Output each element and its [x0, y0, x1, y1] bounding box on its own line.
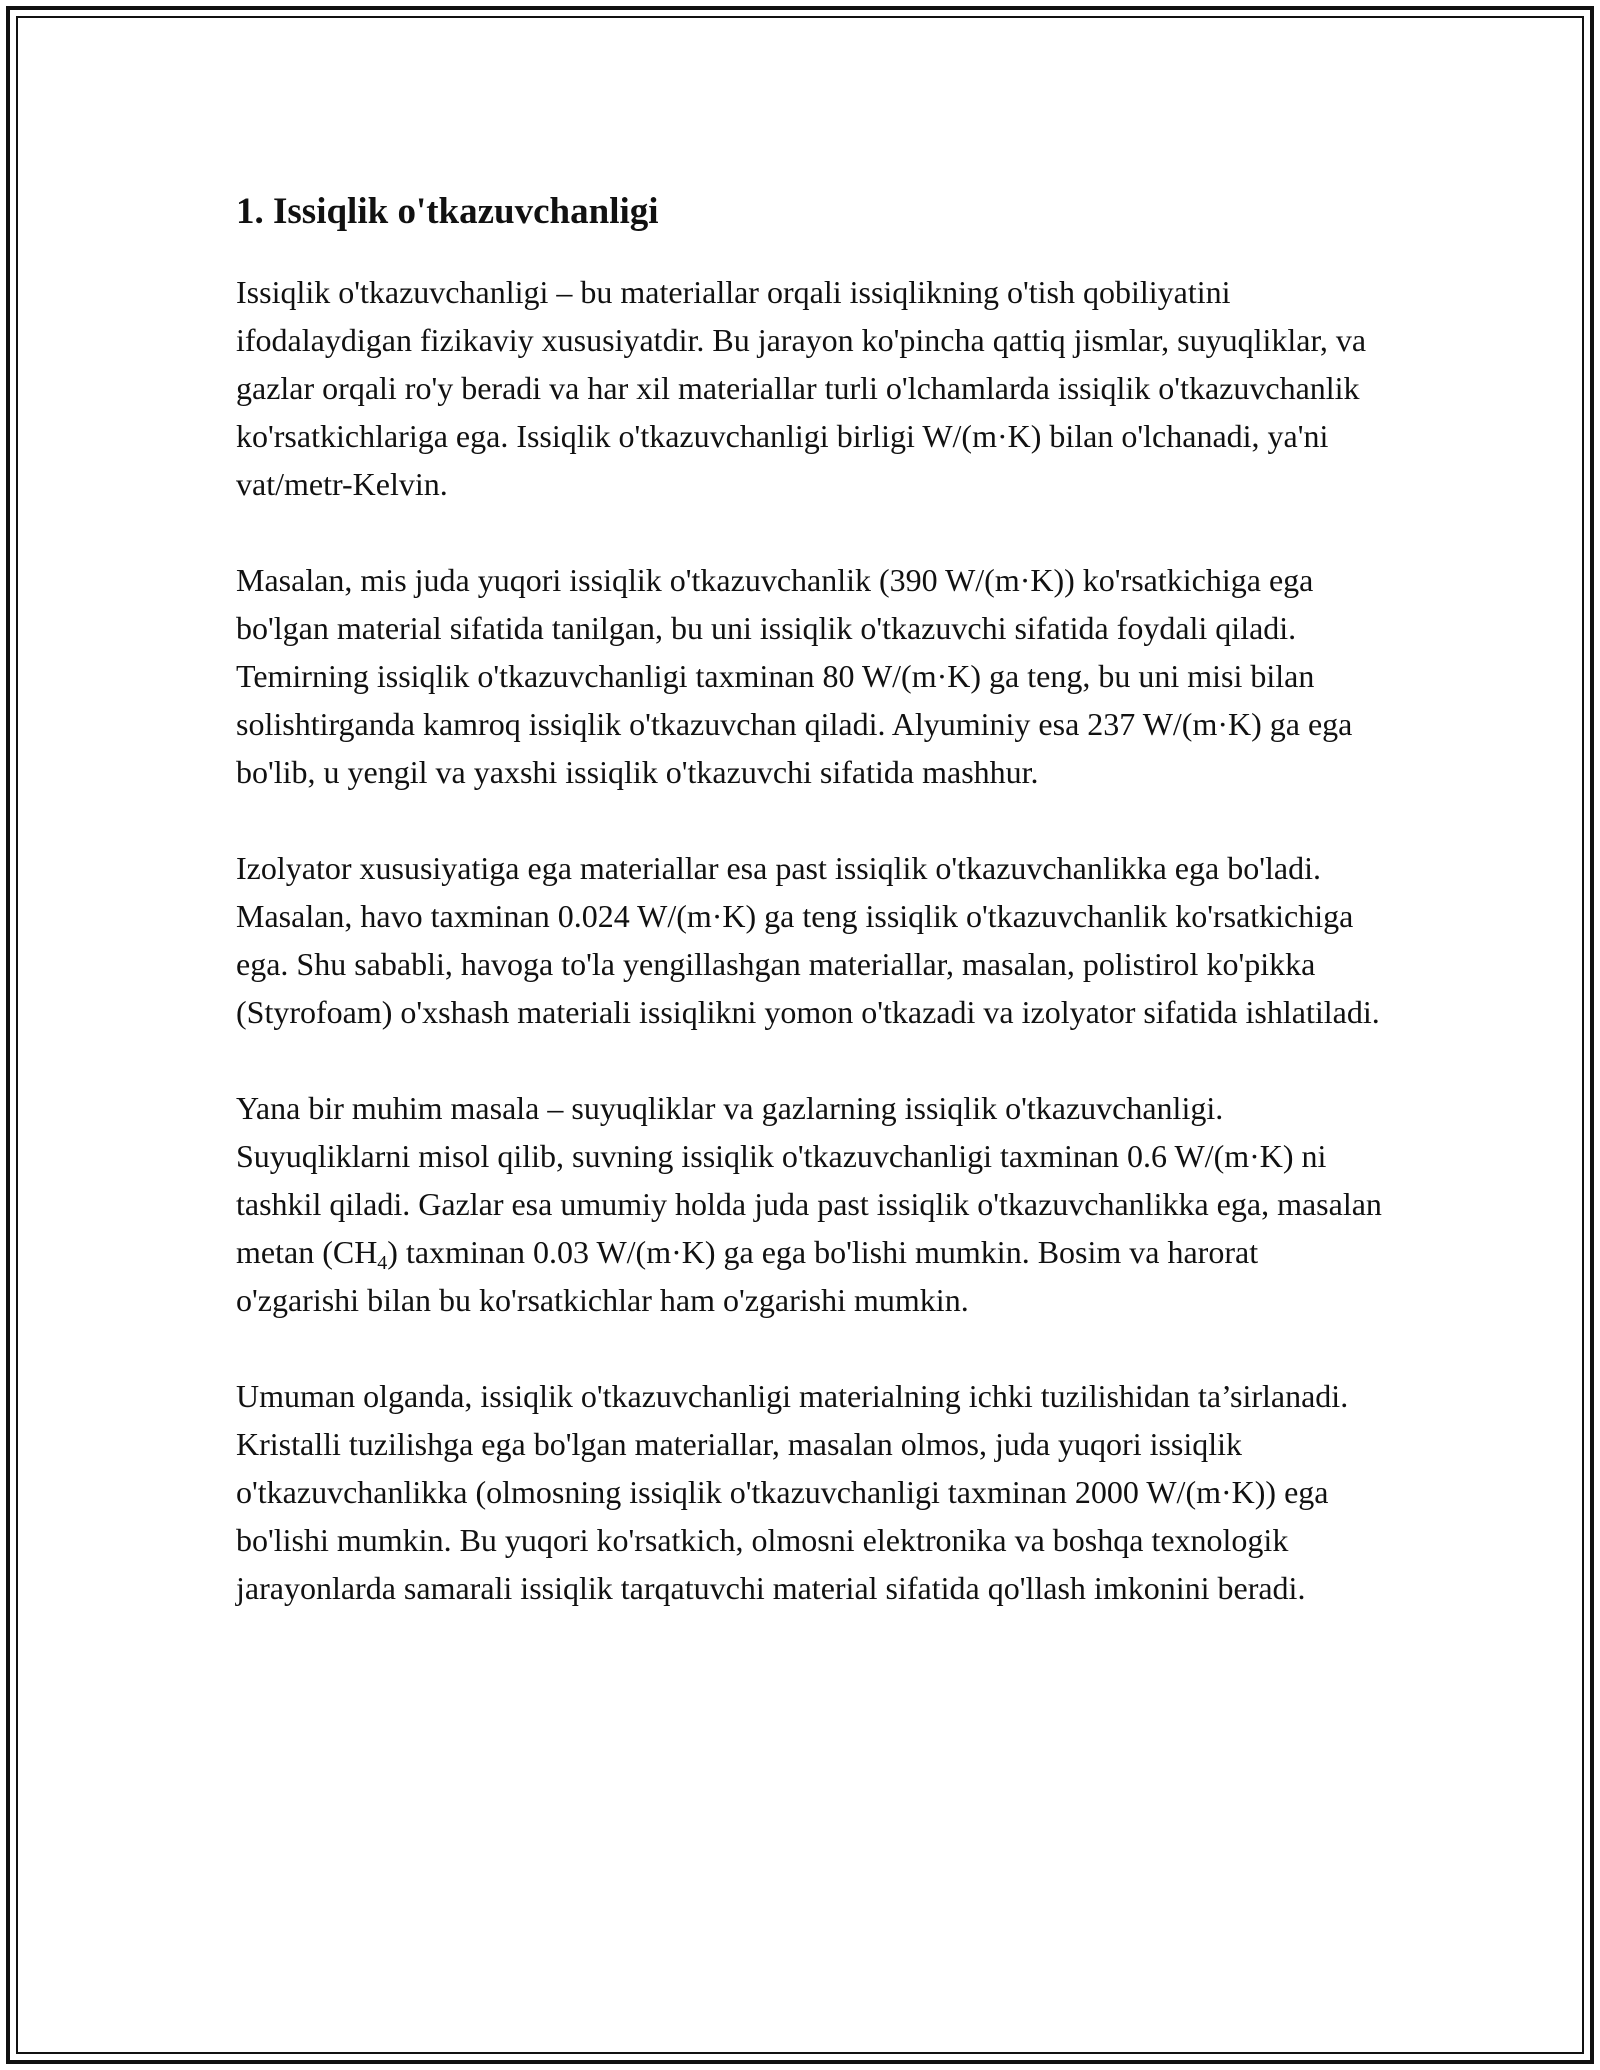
paragraph-liquids-gases-text-before: Yana bir muhim masala – suyuqliklar va gazlarning issiqlik o'tkazuvchanligi. Suyuqliklarni misol qilib, suvning issiqlik o'tkazuvchanligi taxminan 0.6 W/(m·K) ni tashkil qiladi. Gazlar esa umumiy holda juda past issiqlik o'tkazuvchanlikka ega, masalan metan (CH: [236, 1090, 1382, 1270]
paragraph-metal-examples: Masalan, mis juda yuqori issiqlik o'tkazuvchanlik (390 W/(m·K)) ko'rsatkichiga ega bo'lgan material sifatida tanilgan, bu uni issiqlik o'tkazuvchi sifatida foydali qiladi. Temirning issiqlik o'tkazuvchanligi taxminan 80 W/(m·K) ga teng, bu uni misi bilan solishtirganda kamroq issiqlik o'tkazuvchan qiladi. Alyuminiy esa 237 W/(m·K) ga ega bo'lib, u yengil va yaxshi issiqlik o'tkazuvchi sifatida mashhur.: [236, 562, 1353, 790]
paragraph-insulators: Izolyator xususiyatiga ega materiallar esa past issiqlik o'tkazuvchanlikka ega bo'ladi. Masalan, havo taxminan 0.024 W/(m·K) ga teng issiqlik o'tkazuvchanlik ko'rsatkichiga ega. Shu sababli, havoga to'la yengillashgan materiallar, masalan, polistirol ko'pikka (Styrofoam) o'xshash materiali issiqlikni yomon o'tkazadi va izolyator sifatida ishlatiladi.: [236, 850, 1380, 1030]
paragraph-crystal-structure: Umuman olganda, issiqlik o'tkazuvchanligi materialning ichki tuzilishidan ta’sirlanadi. Kristalli tuzilishga ega bo'lgan materiallar, masalan olmos, juda yuqori issiqlik o'tkazuvchanlikka (olmosning issiqlik o'tkazuvchanligi taxminan 2000 W/(m·K)) ega bo'lishi mumkin. Bu yuqori ko'rsatkich, olmosni elektronika va boshqa texnologik jarayonlarda samarali issiqlik tarqatuvchi material sifatida qo'llash imkonini beradi.: [236, 1378, 1349, 1606]
paragraph-liquids-gases-text-after: ) taxminan 0.03 W/(m·K) ga ega bo'lishi mumkin. Bosim va harorat o'zgarishi bilan bu ko'rsatkichlar ham o'zgarishi mumkin.: [236, 1234, 1259, 1318]
section-heading: 1. Issiqlik o'tkazuvchanligi: [236, 191, 659, 232]
document-body: [236, 190, 1386, 1660]
paragraph-liquids-gases: [236, 1084, 1386, 1324]
methane-subscript: 4: [377, 1252, 388, 1274]
paragraph-definition: Issiqlik o'tkazuvchanligi – bu materiallar orqali issiqlikning o'tish qobiliyatini ifodalaydigan fizikaviy xususiyatdir. Bu jarayon ko'pincha qattiq jismlar, suyuqliklar, va gazlar orqali ro'y beradi va har xil materiallar turli o'lchamlarda issiqlik o'tkazuvchanlik ko'rsatkichlariga ega. Issiqlik o'tkazuvchanligi birligi W/(m·K) bilan o'lchanadi, ya'ni vat/metr-Kelvin.: [236, 274, 1367, 502]
